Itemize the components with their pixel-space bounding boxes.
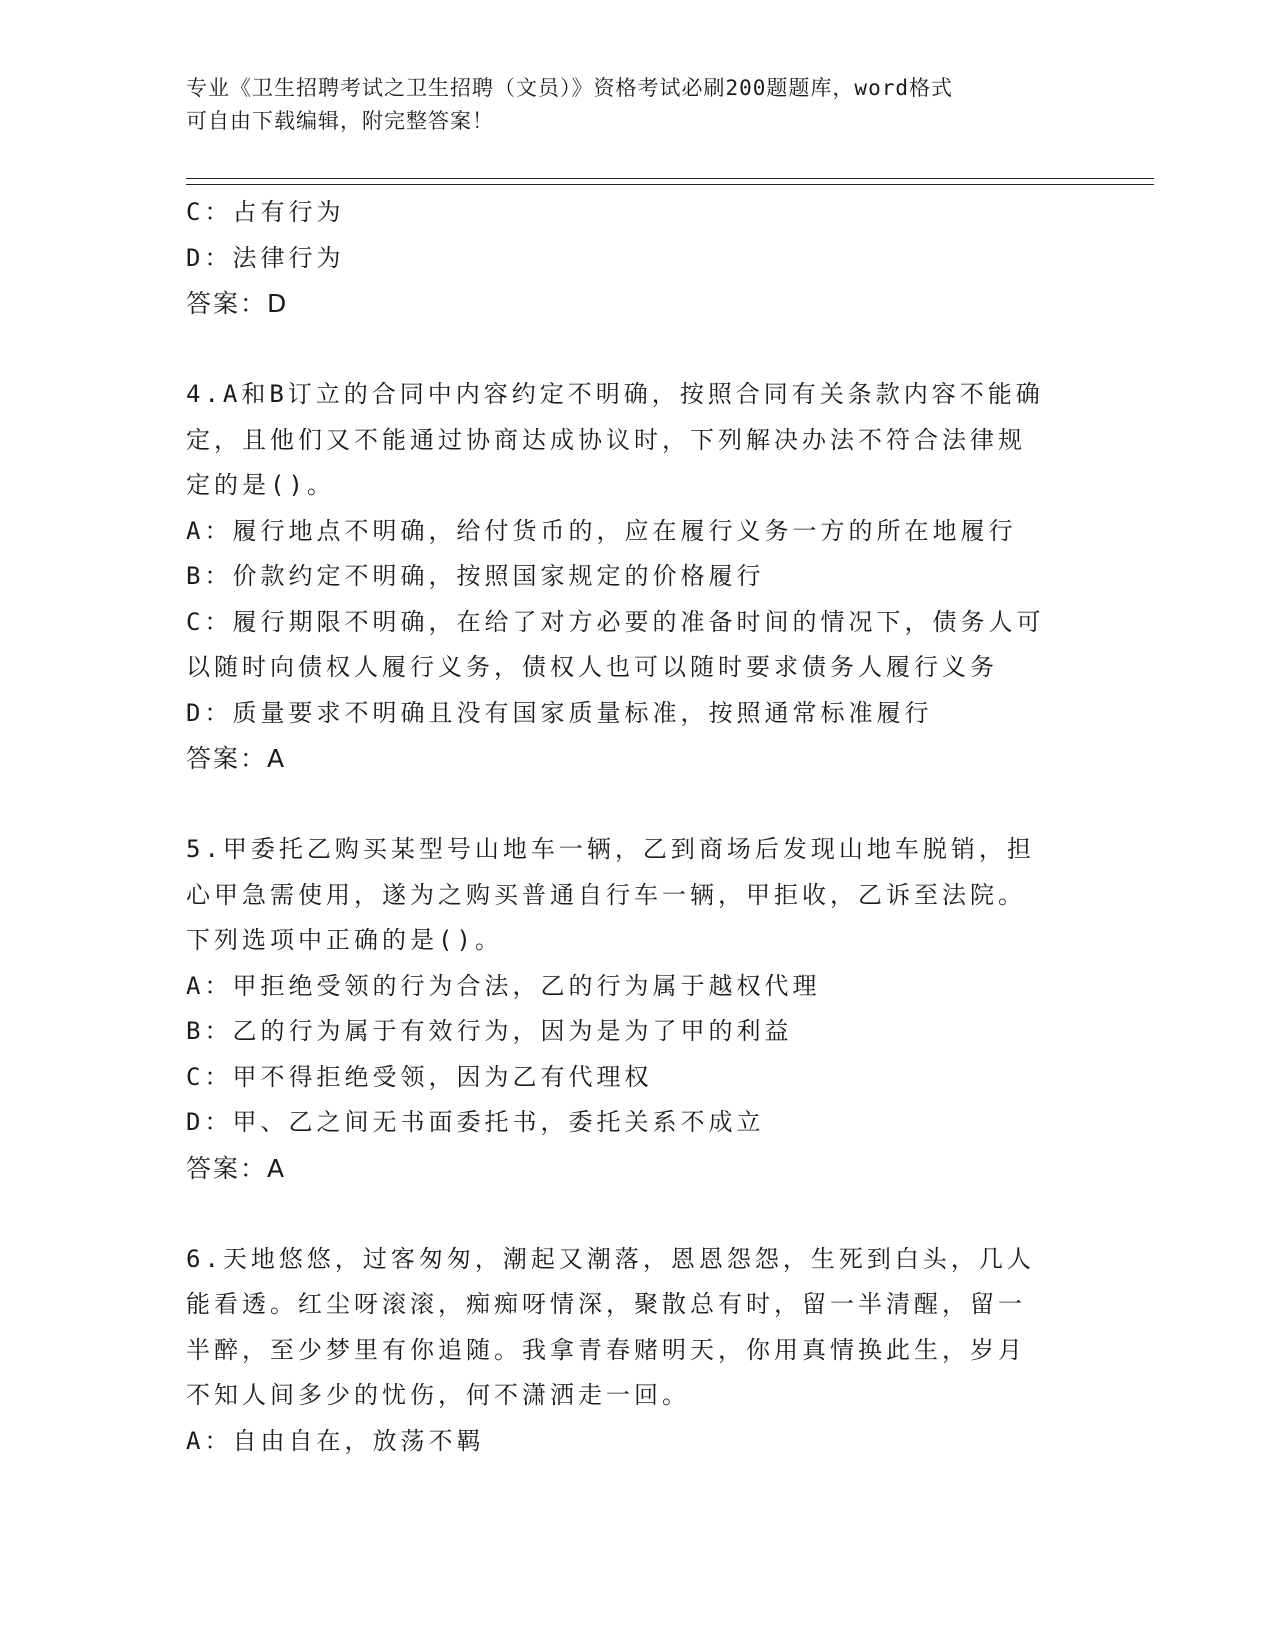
document-header	[186, 72, 1086, 138]
q3-answer: 答案：D	[186, 289, 289, 318]
q4-option-c-line-2: 以随时向债权人履行义务，债权人也可以随时要求债务人履行义务	[186, 653, 998, 681]
q5-stem-line-1: 5.甲委托乙购买某型号山地车一辆，乙到商场后发现山地车脱销，担	[186, 835, 1035, 863]
header-line-1: 专业《卫生招聘考试之卫生招聘（文员）》资格考试必刷200题题库，word格式	[186, 76, 953, 100]
q3-option-d: D：法律行为	[186, 243, 345, 272]
header-line-2: 可自由下载编辑，附完整答案！	[186, 109, 494, 133]
q6-stem-line-1: 6.天地悠悠，过客匆匆，潮起又潮落，恩恩怨怨，生死到白头，几人	[186, 1244, 1035, 1273]
header-divider-top	[186, 178, 1154, 179]
header-divider-bottom	[186, 184, 1154, 185]
q4-option-c-line-1: C：履行期限不明确，在给了对方必要的准备时间的情况下，债务人可	[186, 607, 1045, 636]
q6-stem-line-3: 半醉，至少梦里有你追随。我拿青春赌明天，你用真情换此生，岁月	[186, 1335, 1026, 1364]
q4-option-d: D：质量要求不明确且没有国家质量标准，按照通常标准履行	[186, 698, 933, 727]
q5-option-c: C：甲不得拒绝受领，因为乙有代理权	[186, 1062, 653, 1091]
spacer	[186, 327, 1066, 373]
question-6	[186, 1237, 1066, 1465]
q6-stem-line-4: 不知人间多少的忧伤，何不潇洒走一回。	[186, 1381, 690, 1409]
q4-stem-line-3: 定的是()。	[186, 471, 335, 499]
question-content	[186, 190, 1066, 1464]
spacer	[186, 1191, 1066, 1237]
spacer	[186, 782, 1066, 828]
question-4	[186, 372, 1066, 782]
q6-option-a: A：自由自在，放荡不羁	[186, 1426, 485, 1455]
q5-option-a: A：甲拒绝受领的行为合法，乙的行为属于越权代理	[186, 971, 821, 1000]
q6-stem-line-2: 能看透。红尘呀滚滚，痴痴呀情深，聚散总有时，留一半清醒，留一	[186, 1290, 1026, 1318]
q5-stem-line-2: 心甲急需使用，遂为之购买普通自行车一辆，甲拒收，乙诉至法院。	[186, 880, 1026, 909]
q3-option-c: C：占有行为	[186, 198, 345, 226]
question-5	[186, 827, 1066, 1191]
q4-stem-line-2: 定，且他们又不能通过协商达成协议时，下列解决办法不符合法律规	[186, 425, 1026, 454]
question-3-tail	[186, 190, 1066, 327]
q5-answer: 答案：A	[186, 1153, 287, 1183]
q5-option-d: D：甲、乙之间无书面委托书，委托关系不成立	[186, 1108, 765, 1136]
q4-stem-line-1: 4.A和B订立的合同中内容约定不明确，按照合同有关条款内容不能确	[186, 380, 1044, 408]
q4-option-a: A：履行地点不明确，给付货币的，应在履行义务一方的所在地履行	[186, 516, 1017, 545]
q4-answer: 答案：A	[186, 744, 287, 773]
q5-stem-line-3: 下列选项中正确的是()。	[186, 926, 503, 954]
q5-option-b: B：乙的行为属于有效行为，因为是为了甲的利益	[186, 1017, 793, 1045]
q4-option-b: B：价款约定不明确，按照国家规定的价格履行	[186, 562, 765, 590]
